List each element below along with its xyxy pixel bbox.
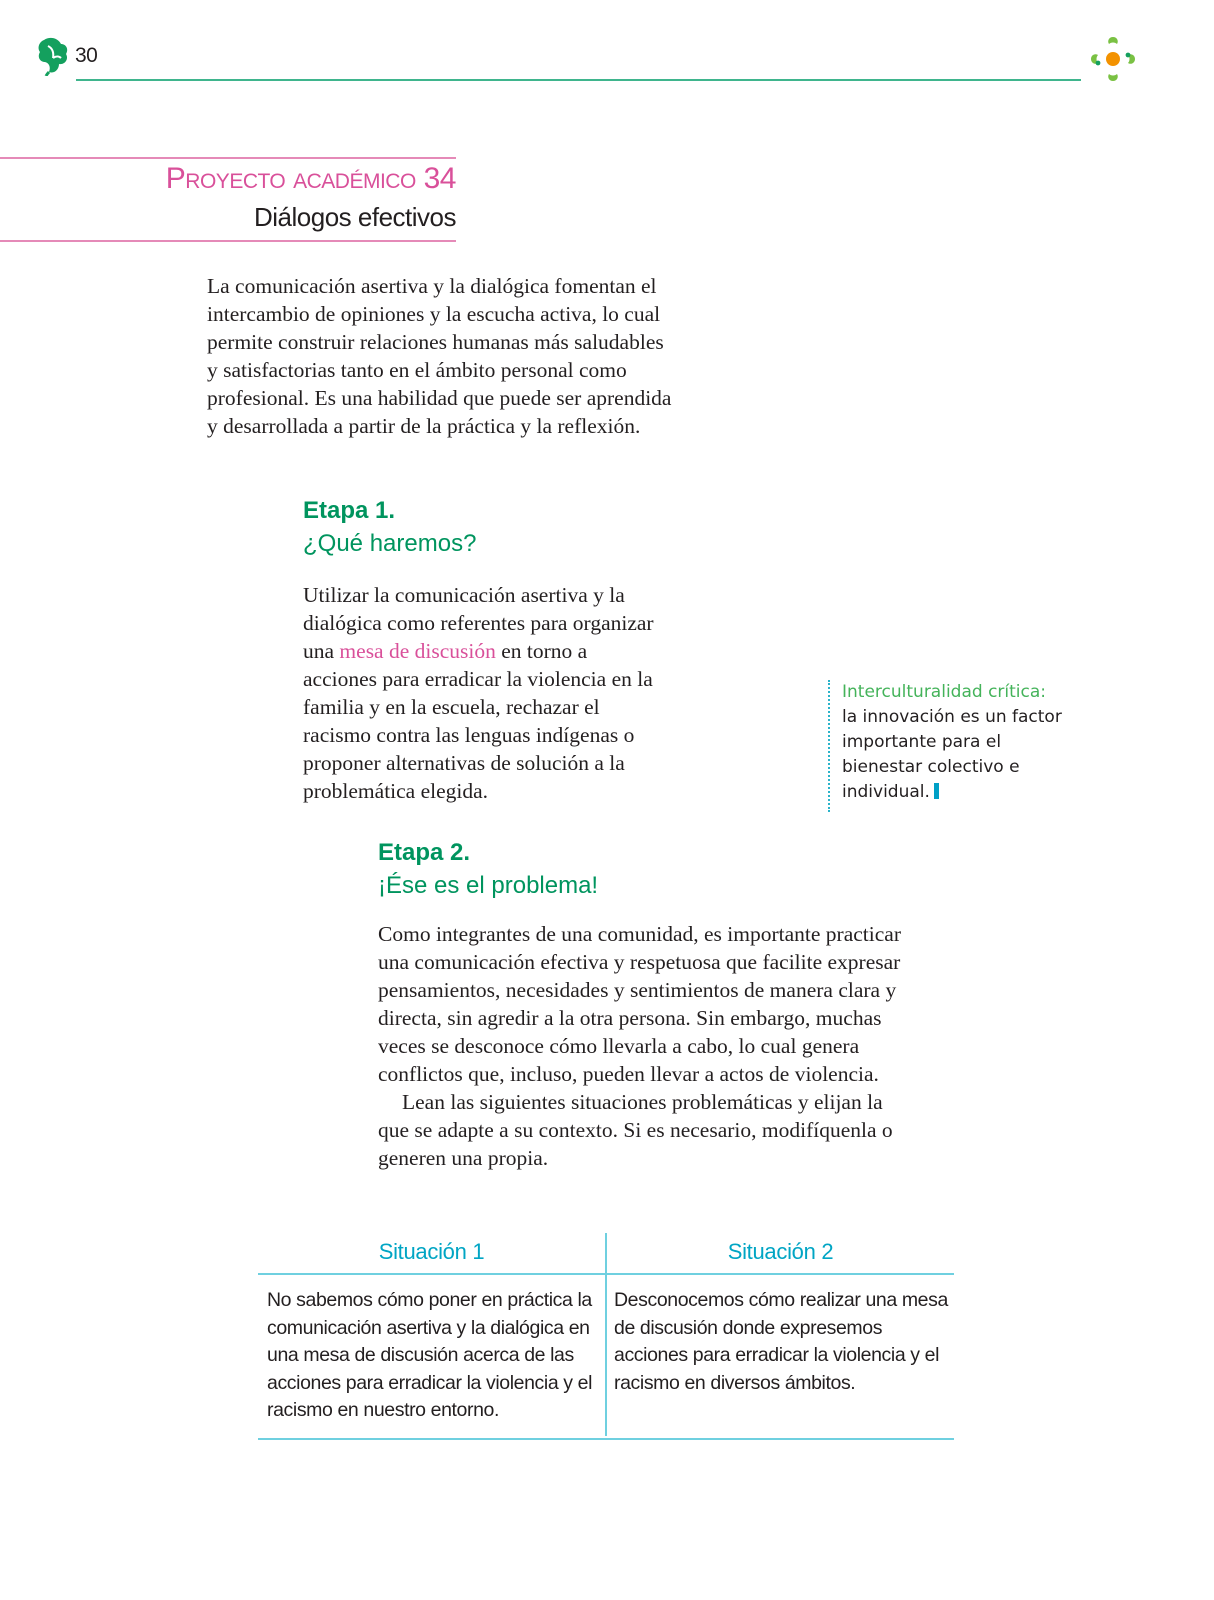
stage1-text-before: Utilizar la comunicación asertiva y la dialógica como referentes para organizar una	[303, 583, 654, 663]
table-cell-situation-1: No sabemos cómo poner en práctica la comunicación asertiva y la dialógica en una mesa de discusión acerca de las acciones para erradicar la violencia y el racismo en nuestro entorno.	[267, 1289, 593, 1421]
project-heading: Proyecto académico 34	[165, 162, 456, 195]
stage2-label: Etapa 2.	[378, 839, 471, 866]
stage2-heading	[378, 836, 598, 902]
stage2-body	[378, 920, 908, 1172]
column-header-situation-2: Situación 2	[727, 1239, 834, 1264]
stage1-heading	[303, 494, 476, 560]
page-number: 30	[75, 44, 98, 67]
stage2-question: ¡Ése es el problema!	[378, 872, 599, 899]
situations-table	[258, 1233, 954, 1440]
header-rule	[76, 79, 1081, 81]
sidenote-text: la innovación es un factor importante para el bienestar colectivo e individual.	[842, 707, 1062, 802]
stage1-paragraph	[303, 581, 663, 805]
sidenote	[828, 680, 1082, 812]
intro-paragraph: La comunicación asertiva y la dialógica fomentan el intercambio de opiniones y la escucha activa, lo cual permite construir relaciones humanas más saludables y satisfactorias tanto en el ámbito personal como profesional. Es una habilidad que puede ser aprendida y desarrollada a partir de la práctica y la reflexión.	[207, 274, 672, 438]
table-cell-situation-2: Desconocemos cómo realizar una mesa de discusión donde expresemos acciones para erradicar la violencia y el racismo en diversos ámbitos.	[614, 1289, 948, 1394]
glossary-term-mesa-de-discusion[interactable]: mesa de discusión	[339, 639, 496, 663]
stage2-paragraph-2: Lean las siguientes situaciones problemáticas y elijan la que se adapte a su contexto. Si es necesario, modifíquenla o generen una propia.	[378, 1090, 893, 1170]
title-rule-bottom	[0, 240, 456, 242]
leaf-logo-icon	[36, 36, 70, 76]
stage1-label: Etapa 1.	[303, 497, 396, 524]
header-row-rule	[258, 1273, 954, 1275]
sidenote-title: Interculturalidad crítica:	[842, 682, 1047, 702]
column-header-situation-1: Situación 1	[378, 1239, 485, 1264]
circular-ornament-icon	[1086, 33, 1140, 85]
stage1-question: ¿Qué haremos?	[303, 530, 477, 557]
stage2-paragraph-1: Como integrantes de una comunidad, es importante practicar una comunicación efectiva y respetuosa que facilite expresar pensamientos, necesidades y sentimientos de manera clara y directa, sin agredir a la otra persona. Sin embargo, muchas veces se desconoce cómo llevarla a cabo, lo cual genera conflictos que, incluso, pueden llevar a actos de violencia.	[378, 922, 901, 1086]
end-marker-icon	[934, 783, 939, 799]
stage1-text-after: en torno a acciones para erradicar la violencia en la familia y en la escuela, rechazar el racismo contra las lenguas indígenas o proponer alternativas de solución a la problemática elegida.	[303, 639, 653, 803]
title-rule-top	[0, 157, 456, 159]
project-subtitle: Diálogos efectivos	[254, 202, 456, 232]
